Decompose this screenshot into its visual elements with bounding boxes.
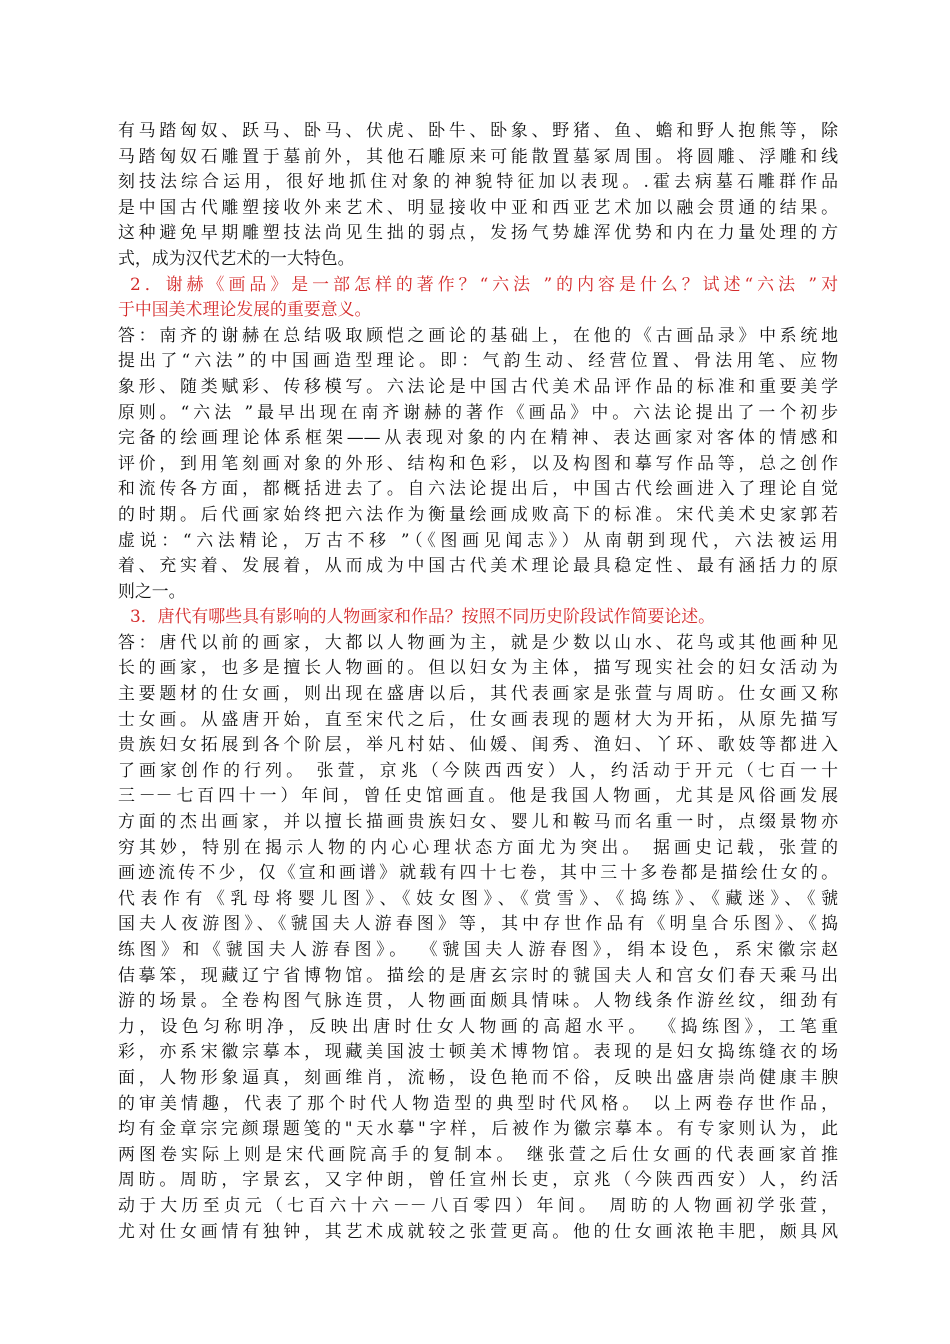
- question-line: 2．谢赫《画品》是一部怎样的著作？“六法 ”的内容是什么？试述“六法 ”对: [130, 273, 838, 294]
- text-line: 着、充实着、发展着，从而成为中国古代美术理论最具稳定性、最有涵括力的原: [118, 555, 838, 576]
- text-line: 面，人物形象逼真，刻画维肖，流畅，设色艳而不俗，反映出盛唐崇尚健康丰腴: [118, 1066, 838, 1087]
- text-line: 和流传各方面，都概括进去了。自六法论提出后，中国古代绘画进入了理论自觉: [118, 478, 838, 499]
- intro-paragraph: [118, 118, 838, 272]
- text-line: 提出了“六法”的中国画造型理论。即：气韵生动、经营位置、骨法用笔、应物: [118, 350, 838, 371]
- text-line: 均有金章宗完颜璟题笺的"天水摹"字样，后被作为徽宗摹本。有专家则认为，此: [118, 1118, 838, 1139]
- text-line: 周昉。周昉，字景玄，又字仲朗，曾任宣州长吏，京兆（今陕西西安）人，约活: [118, 1169, 838, 1190]
- text-line: 方面的杰出画家，并以擅长描画贵族妇女、婴儿和鞍马而名重一时，点缀景物亦: [118, 811, 838, 832]
- text-line: 贵族妇女拓展到各个阶层，举凡村姑、仙媛、闺秀、渔妇、丫环、歌妓等都进入: [118, 734, 838, 755]
- text-line: 士女画。从盛唐开始，直至宋代之后，仕女画表现的题材大为开拓，从原先描写: [118, 708, 838, 729]
- text-line: 国夫人夜游图》、《虢国夫人游春图》等，其中存世作品有《明皇合乐图》、《捣: [118, 913, 838, 934]
- text-line: 练图》和《虢国夫人游春图》。 《虢国夫人游春图》，绢本设色，系宋徽宗赵: [118, 939, 838, 959]
- text-line: 佶摹笨，现藏辽宁省博物馆。描绘的是唐玄宗时的虢国夫人和宫女们春天乘马出: [118, 964, 838, 985]
- text-line: 游的场景。全卷构图气脉连贯，人物画面颇具情味。人物线条作游丝纹，细劲有: [118, 990, 838, 1011]
- text-line: 尤对仕女画情有独钟，其艺术成就较之张萱更高。他的仕女画浓艳丰肥，颇具风: [118, 1220, 838, 1241]
- question-line: 3．唐代有哪些具有影响的人物画家和作品？按照不同历史阶段试作简要论述。: [130, 606, 716, 627]
- text-line: 三－－七百四十一）年间，曾任史馆画直。他是我国人物画，尤其是风俗画发展: [118, 785, 838, 806]
- text-line: 完备的绘画理论体系框架——从表现对象的内在精神、表达画家对客体的情感和: [118, 427, 838, 448]
- text-line: 式，成为汉代艺术的一大特色。: [118, 247, 355, 268]
- answer-3: [118, 630, 838, 1244]
- text-line: 动于大历至贞元（七百六十六－－八百零四）年间。 周昉的人物画初学张萱，: [118, 1194, 838, 1215]
- text-line: 答：南齐的谢赫在总结吸取顾恺之画论的基础上，在他的《古画品录》中系统地: [118, 324, 838, 345]
- text-line: 的时期。后代画家始终把六法作为衡量绘画成败高下的标准。宋代美术史家郭若: [118, 503, 838, 524]
- text-line: 主要题材的仕女画，则出现在盛唐以后，其代表画家是张萱与周昉。仕女画又称: [118, 683, 838, 704]
- text-line: 答：唐代以前的画家，大都以人物画为主，就是少数以山水、花鸟或其他画种见: [118, 631, 838, 652]
- text-line: 力，设色匀称明净，反映出唐时仕女人物画的高超水平。 《捣练图》，工笔重: [118, 1015, 838, 1036]
- text-line: 是中国古代雕塑接收外来艺术、明显接收中亚和西亚艺术加以融会贯通的结果。: [118, 196, 838, 217]
- text-line: 原则。“六法 ”最早出现在南齐谢赫的著作《画品》中。六法论提出了一个初步: [118, 401, 838, 422]
- text-line: 这种避免早期雕塑技法尚见生拙的弱点，发扬气势雄浑优势和内在力量处理的方: [118, 222, 838, 243]
- text-line: 了画家创作的行列。 张萱，京兆（今陕西西安）人，约活动于开元（七百一十: [118, 759, 838, 780]
- text-line: 虚说：“六法精论，万古不移 ”（《图画见闻志》）从南朝到现代，六法被运用: [118, 529, 838, 550]
- text-line: 则之一。: [118, 580, 186, 601]
- text-line: 的审美情趣，代表了那个时代人物造型的典型时代风格。 以上两卷存世作品，: [118, 1092, 838, 1113]
- text-line: 画迹流传不少，仅《宣和画谱》就载有四十七卷，其中三十多卷都是描绘仕女的。: [118, 862, 838, 883]
- answer-2: [118, 323, 838, 605]
- question-3: [118, 604, 838, 630]
- text-line: 彩，亦系宋徽宗摹本，现藏美国波士顿美术博物馆。表现的是妇女捣练缝衣的场: [118, 1041, 838, 1062]
- text-line: 象形、随类赋彩、传移模写。六法论是中国古代美术品评作品的标准和重要美学: [118, 375, 838, 396]
- text-line: 评价，到用笔刻画对象的外形、结构和色彩，以及构图和摹写作品等，总之创作: [118, 452, 838, 473]
- text-line: 有马踏匈奴、跃马、卧马、伏虎、卧牛、卧象、野猪、鱼、蟾和野人抱熊等，除: [118, 120, 838, 140]
- text-line: 两图卷实际上则是宋代画院高手的复制本。 继张萱之后仕女画的代表画家首推: [118, 1143, 838, 1164]
- text-line: 刻技法综合运用，很好地抓住对象的神貌特征加以表现。.霍去病墓石雕群作品: [118, 171, 838, 192]
- text-line: 代表作有《乳母将婴儿图》、《妓女图》、《赏雪》、《捣练》、《藏迷》、《虢: [118, 887, 838, 908]
- text-line: 马踏匈奴石雕置于墓前外，其他石雕原来可能散置墓冢周围。将圆雕、浮雕和线: [118, 145, 838, 166]
- question-line: 于中国美术理论发展的重要意义。: [118, 299, 372, 320]
- text-line: 穷其妙，特别在揭示人物的内心心理状态方面尤为突出。 据画史记载，张萱的: [118, 836, 838, 857]
- question-2: [118, 272, 838, 323]
- document-page: [118, 118, 838, 1244]
- text-line: 长的画家，也多是擅长人物画的。但以妇女为主体，描写现实社会的妇女活动为: [118, 657, 838, 678]
